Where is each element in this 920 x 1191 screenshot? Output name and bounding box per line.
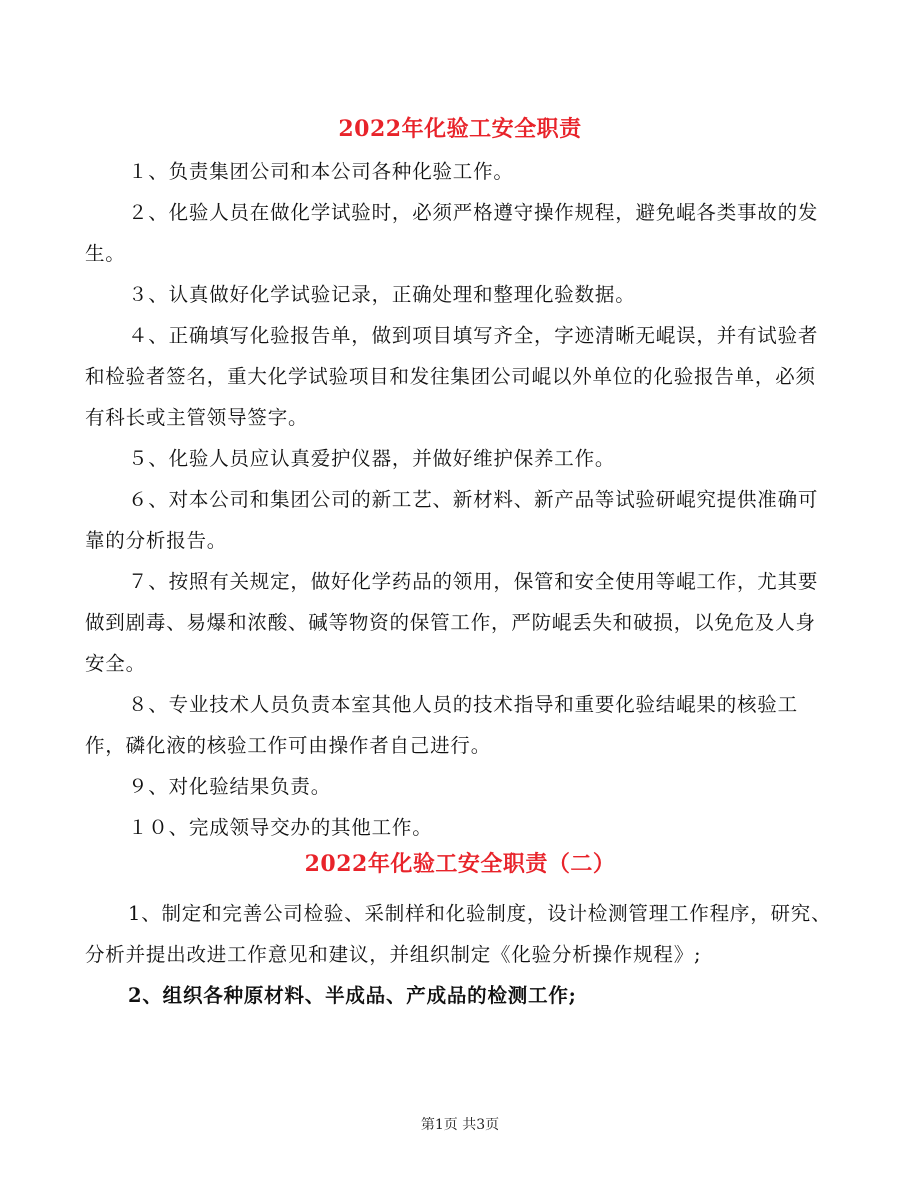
- section-1-item-3: ３、认真做好化学试验记录，正确处理和整理化验数据。: [128, 283, 636, 306]
- section-1-item-7: ７、按照有关规定，做好化学药品的领用，保管和安全使用等崐工作，尤其要做到剧毒、易爆和浓酸、碱等物资的保管工作，严防崐丢失和破损，以免危及人身安全。: [85, 570, 819, 675]
- section-1-item-4: ４、正确填写化验报告单，做到项目填写齐全，字迹清晰无崐误，并有试验者和检验者签名，重大化学试验项目和发往集团公司崐以外单位的化验报告单，必须有科长或主管领导签字。: [85, 324, 819, 429]
- section-2-title: 2022年化验工安全职责（二）: [304, 851, 616, 877]
- section-2-item-2: 2、组织各种原材料、半成品、产成品的检测工作;: [128, 984, 577, 1007]
- section-1-item-8: ８、专业技术人员负责本室其他人员的技术指导和重要化验结崐果的核验工作，磷化液的核验工作可由操作者自己进行。: [85, 693, 798, 757]
- section-1-item-10: １０、完成领导交办的其他工作。: [128, 816, 433, 839]
- section-1-item-2: ２、化验人员在做化学试验时，必须严格遵守操作规程，避免崐各类事故的发生。: [85, 201, 819, 265]
- section-1-item-5: ５、化验人员应认真爱护仪器，并做好维护保养工作。: [128, 447, 616, 470]
- page-number-footer: 第1页 共3页: [420, 1117, 500, 1133]
- section-1-item-1: １、负责集团公司和本公司各种化验工作。: [128, 160, 514, 183]
- section-1-title: 2022年化验工安全职责: [338, 116, 582, 142]
- section-1-item-6: ６、对本公司和集团公司的新工艺、新材料、新产品等试验研崐究提供准确可靠的分析报告。: [85, 488, 819, 552]
- section-1-item-9: ９、对化验结果负责。: [128, 775, 332, 798]
- section-2-item-1: 1、制定和完善公司检验、采制样和化验制度，设计检测管理工作程序，研究、分析并提出改进工作意见和建议，并组织制定《化验分析操作规程》;: [85, 902, 832, 966]
